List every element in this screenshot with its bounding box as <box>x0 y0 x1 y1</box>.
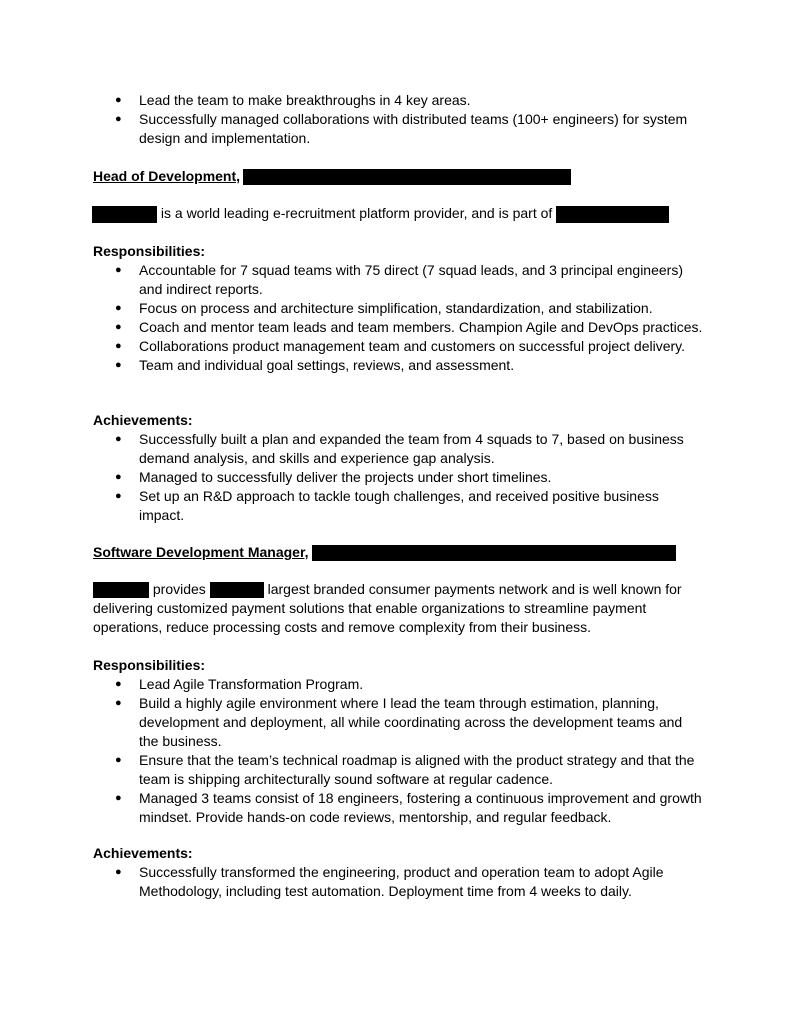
list-item: ● Focus on process and architecture simplification, standardization, and stabilization. <box>93 299 703 318</box>
list-item: ● Coach and mentor team leads and team members. Champion Agile and DevOps practices. <box>93 318 703 337</box>
achievements-list <box>93 863 703 901</box>
top-bullet-list <box>93 91 703 148</box>
list-item: ● Accountable for 7 squad teams with 75 direct (7 squad leads, and 3 principal engineers) and indirect reports. <box>93 261 703 299</box>
list-item: ● Successfully transformed the engineering, product and operation team to adopt Agile Methodology, including test automation. Deployment time from 4 weeks to daily. <box>93 863 703 901</box>
list-item: ● Team and individual goal settings, reviews, and assessment. <box>93 356 703 375</box>
job2-title: Software Development Manager, <box>93 544 309 560</box>
list-item: ● Lead the team to make breakthroughs in 4 key areas. <box>93 91 703 110</box>
job1-company-desc <box>92 204 702 223</box>
list-item: ● Collaborations product management team and customers on successful project delivery. <box>93 337 703 356</box>
job1-achievements <box>93 411 703 525</box>
list-item: ● Build a highly agile environment where I lead the team through estimation, planning, development and deployment, all while coordinating across the development teams and the business. <box>93 694 703 751</box>
job1-title-row <box>93 167 703 186</box>
list-item: ● Successfully built a plan and expanded the team from 4 squads to 7, based on business demand analysis, and skills and experience gap analysis. <box>93 430 703 468</box>
responsibilities-heading: Responsibilities: <box>93 657 206 673</box>
redaction-bar <box>556 206 669 223</box>
job2-responsibilities <box>93 656 703 827</box>
list-item: ● Lead Agile Transformation Program. <box>93 675 703 694</box>
redaction-bar <box>92 206 157 223</box>
redaction-bar <box>210 582 264 598</box>
responsibilities-list <box>93 261 703 375</box>
achievements-heading: Achievements: <box>93 412 193 428</box>
redaction-bar <box>312 545 676 561</box>
list-item: ● Set up an R&D approach to tackle tough challenges, and received positive business impact. <box>93 487 703 525</box>
responsibilities-list <box>93 675 703 827</box>
job2-desc-text-b: largest branded consumer payments network and is well known for delivering customized payment solutions that enable organizations to streamline payment operations, reduce processing costs and remove complexity from their business. <box>93 581 682 635</box>
list-item: ● Managed 3 teams consist of 18 engineers, fostering a continuous improvement and growth mindset. Provide hands-on code reviews, mentorship, and regular feedback. <box>93 789 703 827</box>
achievements-heading: Achievements: <box>93 845 193 861</box>
job1-desc-text: is a world leading e-recruitment platform provider, and is part of <box>157 205 557 221</box>
responsibilities-heading: Responsibilities: <box>93 243 206 259</box>
list-item: ● Successfully managed collaborations with distributed teams (100+ engineers) for system design and implementation. <box>93 110 703 148</box>
redaction-bar <box>243 169 571 185</box>
top-bullet-section <box>93 91 703 148</box>
list-item: ● Managed to successfully deliver the projects under short timelines. <box>93 468 703 487</box>
job1-title: Head of Development, <box>93 168 241 184</box>
job2-title-row <box>93 543 703 562</box>
job2-desc-text-a: provides <box>149 581 210 597</box>
job2-achievements <box>93 844 703 901</box>
redaction-bar <box>93 582 149 598</box>
job2-company-desc <box>93 580 703 637</box>
job1-responsibilities <box>93 242 703 375</box>
list-item: ● Ensure that the team’s technical roadmap is aligned with the product strategy and that the team is shipping architecturally sound software at regular cadence. <box>93 751 703 789</box>
achievements-list <box>93 430 703 525</box>
